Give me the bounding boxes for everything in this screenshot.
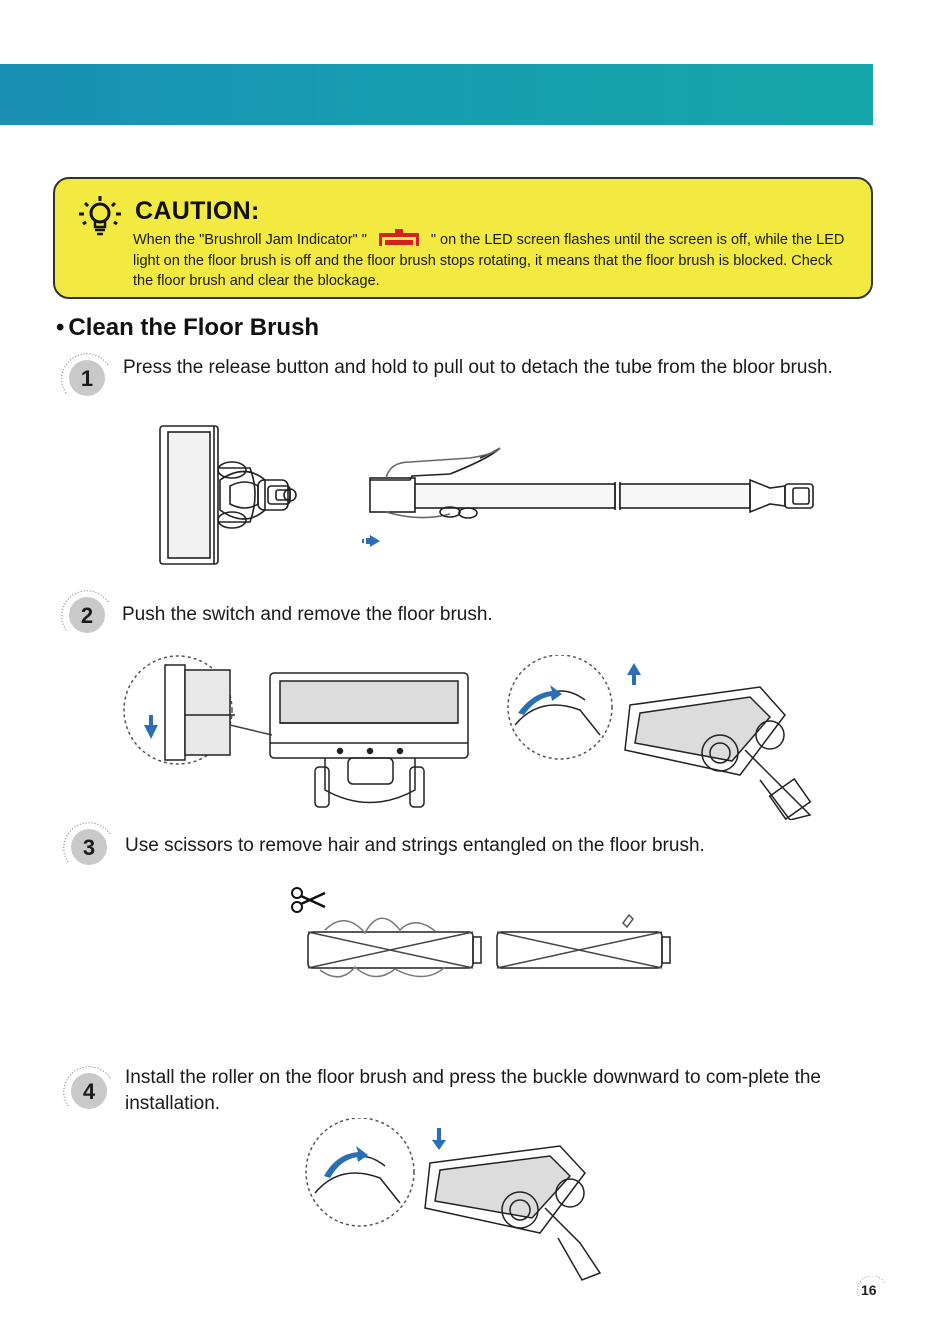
step-4-number: 4 xyxy=(82,1079,96,1104)
step-2-number: 2 xyxy=(80,603,94,628)
section-title xyxy=(56,314,319,342)
caution-title: CAUTION: xyxy=(135,197,260,225)
step-1-badge xyxy=(60,353,116,403)
step-3-number: 3 xyxy=(82,835,96,860)
brushroll-jam-icon xyxy=(375,228,423,248)
caution-box xyxy=(53,177,873,299)
section-bullet: • xyxy=(56,314,65,341)
step-4-badge xyxy=(62,1066,118,1116)
scissors-icon xyxy=(292,888,325,912)
step-2-text: Push the switch and remove the floor brush. xyxy=(122,604,493,625)
caution-text-part1: When the "Brushroll Jam Indicator" " xyxy=(133,232,367,248)
step-2-badge xyxy=(60,590,116,640)
caution-text xyxy=(133,228,853,292)
step-2-illustration xyxy=(120,655,820,820)
lightbulb-icon xyxy=(77,194,123,242)
step-1-illustration xyxy=(150,418,830,578)
step-4-illustration xyxy=(300,1118,620,1288)
header-banner xyxy=(0,64,873,125)
caution-text-part2: " on the LED screen flashes until the screen is off, while the LED light on the floor brush is off and the floor brush stops rotating, it means that the floor brush is blocked. Check the floor brush and clear the blockage. xyxy=(133,232,845,289)
step-1-text: Press the release button and hold to pull out to detach the tube from the bloor brush. xyxy=(123,357,833,378)
page-number-text: 16 xyxy=(861,1282,877,1298)
section-title-text: Clean the Floor Brush xyxy=(68,314,320,341)
step-3-text: Use scissors to remove hair and strings entangled on the floor brush. xyxy=(125,835,705,856)
step-3-illustration xyxy=(285,885,675,985)
step-4-text: Install the roller on the floor brush and press the buckle downward to com-plete the installation. xyxy=(125,1067,821,1114)
page-number xyxy=(855,1276,889,1306)
step-1-number: 1 xyxy=(80,366,94,391)
step-3-badge xyxy=(62,822,118,872)
